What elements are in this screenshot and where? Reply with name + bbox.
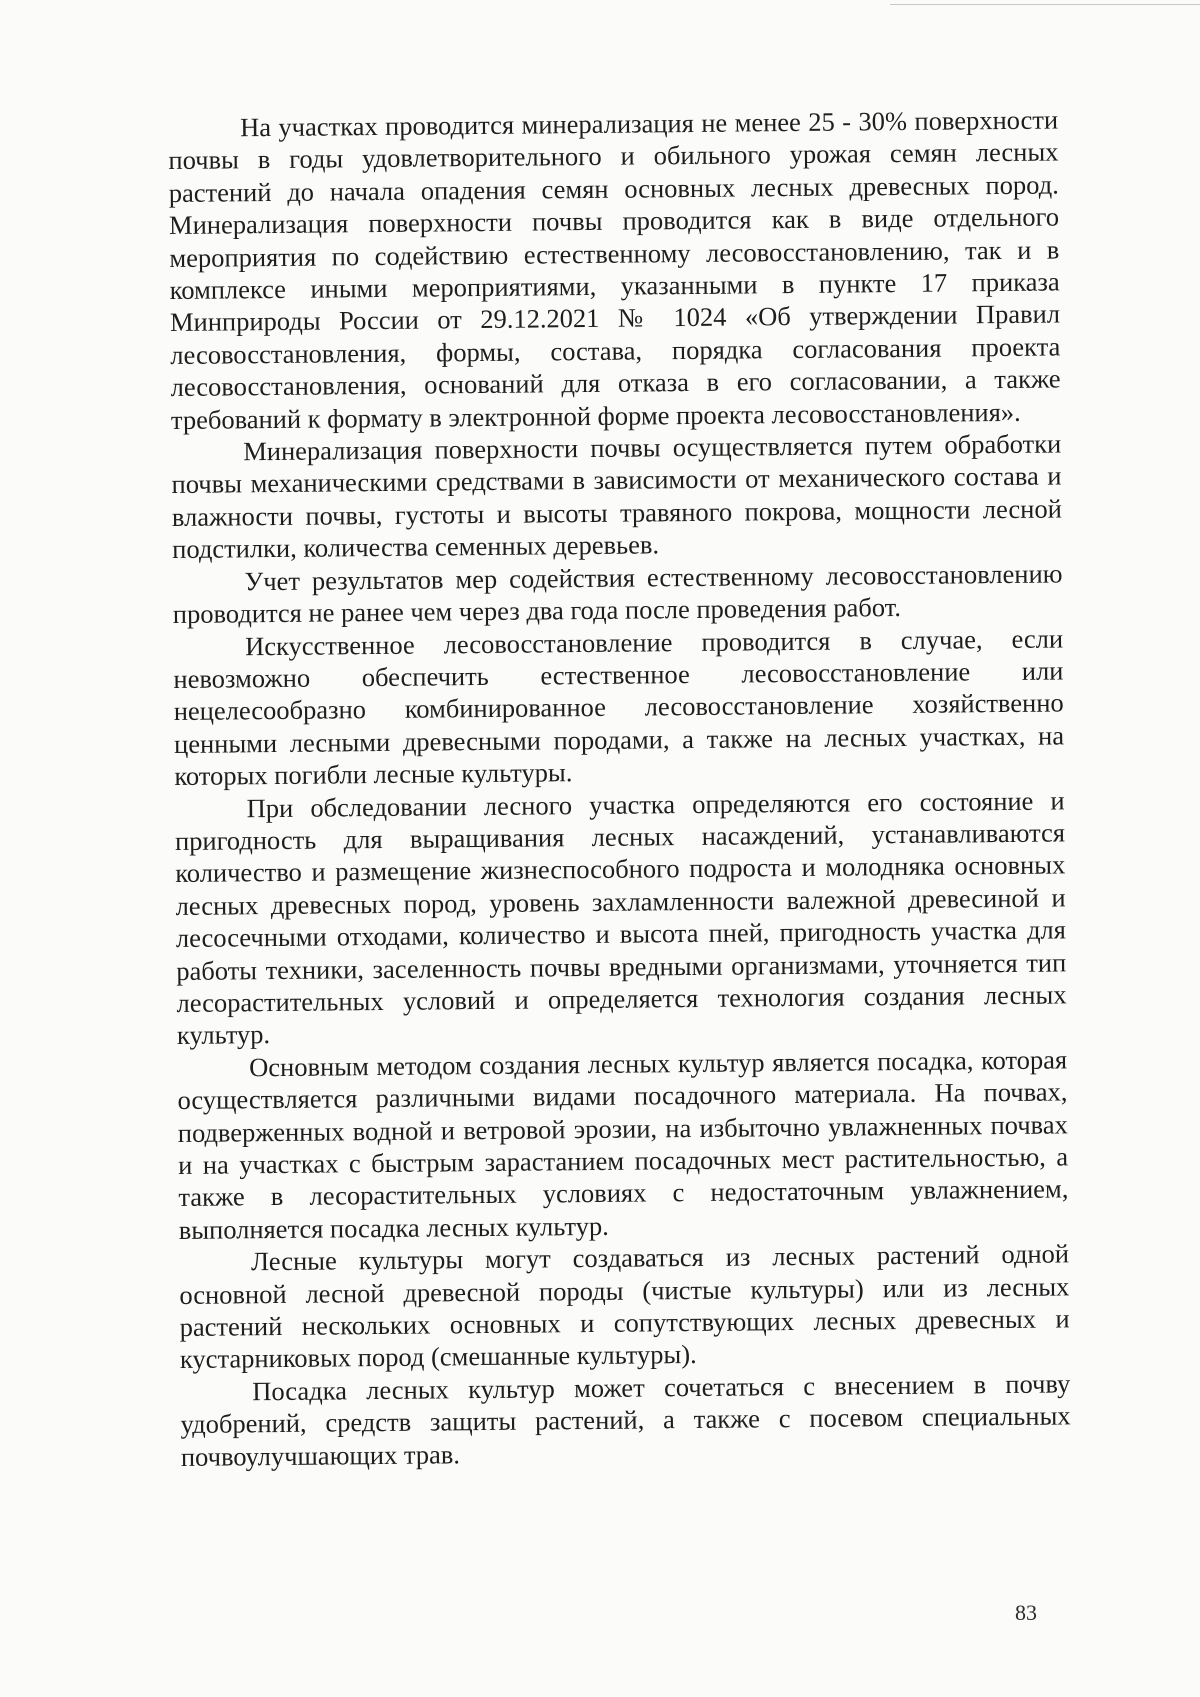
page-number: 83 (1015, 1600, 1037, 1625)
paragraph-artificial-reforestation: Искусственное лесовосстановление проводится в случае, если невозможно обеспечить естественное лесовосстановление или нецелесообразно комбинированное лесовосстановление хозяйственно ценными лесными древесными породами, а также на лесных участках, на которых погибли лесные культуры. (173, 622, 1065, 792)
paragraph-site-survey: При обследовании лесного участка определяются его состояние и пригодность для выращивания лесных насаждений, устанавливаются количество и размещение жизнеспособного подроста и молодняка основных лесных древесных пород, уровень захламленности валежной древесиной и лесосечными отходами, количество и высота пней, пригодность участка для работы техники, заселенность почвы вредными организмами, уточняется тип лесорастительных условий и определяется технология создания лесных культур. (174, 784, 1067, 1051)
paragraph-results-accounting: Учет результатов мер содействия естественному лесовосстановлению проводится не ранее чем через два года после проведения работ. (172, 558, 1063, 630)
paragraph-mineralization: На участках проводится минерализация не менее 25 - 30% поверхности почвы в годы удовлетворительного и обильного урожая семян лесных растений до начала опадения семян основных лесных древесных пород. Минерализация поверхности почвы проводится как в виде отдельного мероприятия по содействию естественному лесовосстановлению, так и в комплексе иными мероприятиями, указанными в пункте 17 приказа Минприроды России от 29.12.2021 № 1024 «Об утверждении Правил лесовосстановления, формы, состава, порядка согласования проекта лесовосстановления, оснований для отказа в его согласовании, а также требований к формату в электронной форме проекта лесовосстановления». (168, 104, 1061, 435)
document-body (168, 103, 1071, 1473)
paragraph-planting-method: Основным методом создания лесных культур является посадка, которая осуществляется различными видами посадочного материала. На почвах, подверженных водной и ветровой эрозии, на избыточно увлажненных почвах и на участках с быстрым зарастанием посадочных мест растительностью, а также в лесорастительных условиях с недостаточным увлажнением, выполняется посадка лесных культур. (177, 1044, 1069, 1245)
paragraph-fertilizers: Посадка лесных культур может сочетаться с внесением в почву удобрений, средств защиты растений, а также с посевом специальных почвоулучшающих трав. (180, 1368, 1071, 1472)
paragraph-culture-types: Лесные культуры могут создаваться из лесных растений одной основной лесной древесной породы (чистые культуры) или из лесных растений нескольких основных и сопутствующих лесных древесных и кустарниковых пород (смешанные культуры). (179, 1238, 1070, 1375)
paragraph-mineralization-method: Минерализация поверхности почвы осуществляется путем обработки почвы механическими средствами в зависимости от механического состава и влажности почвы, густоты и высоты травяного покрова, мощности лесной подстилки, количества семенных деревьев. (171, 428, 1062, 565)
top-edge-line (890, 4, 1200, 5)
